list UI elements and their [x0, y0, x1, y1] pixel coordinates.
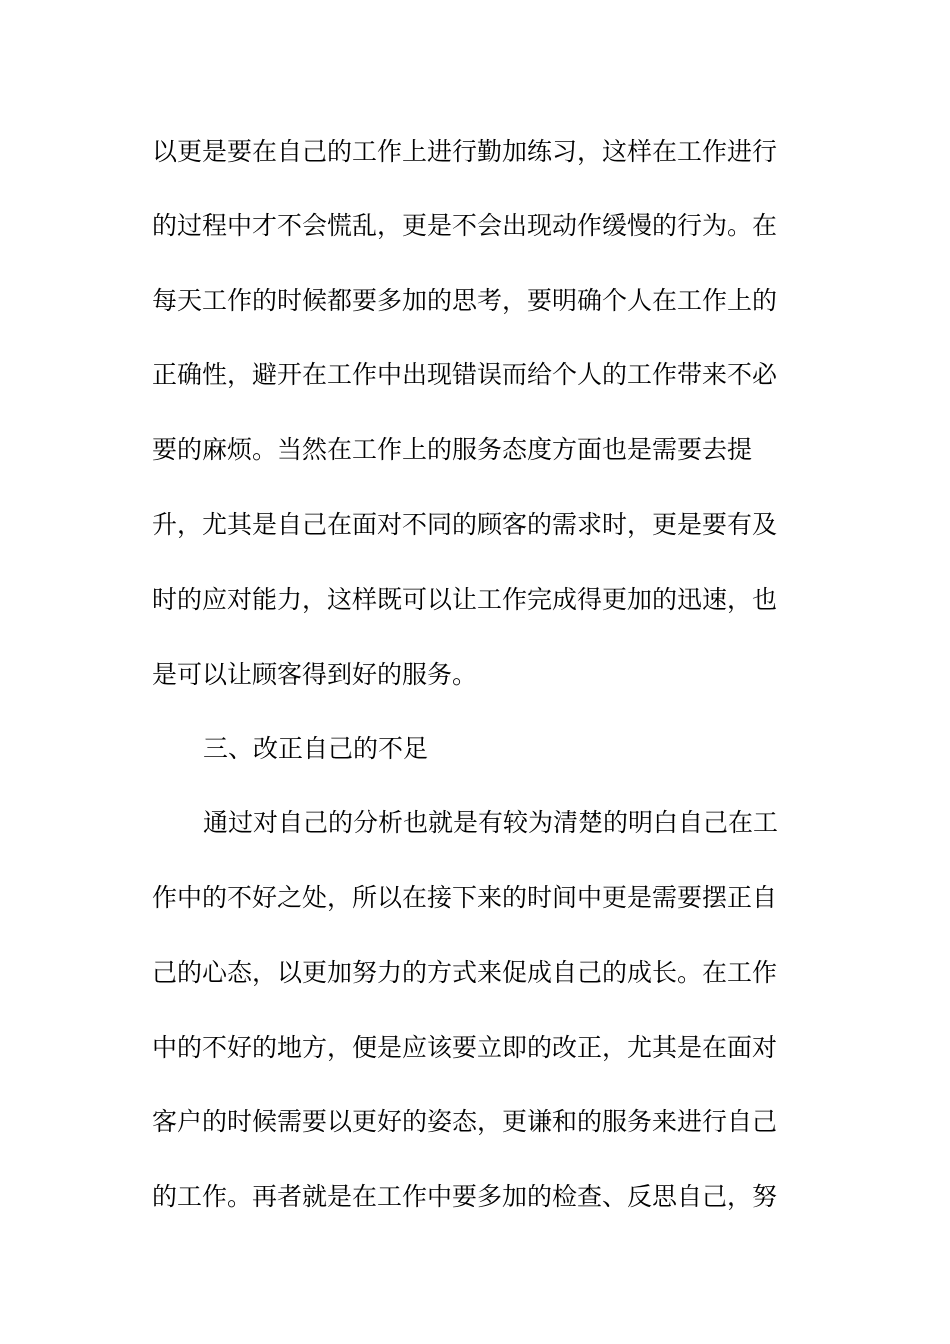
paragraph-line: 正确性，避开在工作中出现错误而给个人的工作带来不必	[152, 360, 778, 389]
paragraph-line: 以更是要在自己的工作上进行勤加练习，这样在工作进行	[152, 137, 778, 166]
paragraph-line: 己的心态，以更加努力的方式来促成自己的成长。在工作	[152, 958, 778, 987]
paragraph-line: 客户的时候需要以更好的姿态，更谦和的服务来进行自己	[152, 1107, 778, 1136]
paragraph-line: 的过程中才不会慌乱，更是不会出现动作缓慢的行为。在	[152, 211, 778, 240]
paragraph-line: 的工作。再者就是在工作中要多加的检查、反思自己，努	[152, 1182, 778, 1211]
paragraph-line: 作中的不好之处，所以在接下来的时间中更是需要摆正自	[152, 883, 778, 912]
paragraph-line: 中的不好的地方，便是应该要立即的改正，尤其是在面对	[152, 1033, 778, 1062]
paragraph-line: 通过对自己的分析也就是有较为清楚的明白自己在工	[203, 808, 779, 837]
paragraph-line: 要的麻烦。当然在工作上的服务态度方面也是需要去提	[152, 435, 753, 464]
paragraph-line: 升，尤其是自己在面对不同的顾客的需求时，更是要有及	[152, 510, 778, 539]
paragraph-line: 是可以让顾客得到好的服务。	[152, 660, 478, 689]
paragraph-line: 时的应对能力，这样既可以让工作完成得更加的迅速，也	[152, 585, 778, 614]
paragraph-line: 每天工作的时候都要多加的思考，要明确个人在工作上的	[152, 286, 778, 315]
section-heading: 三、改正自己的不足	[203, 734, 429, 763]
